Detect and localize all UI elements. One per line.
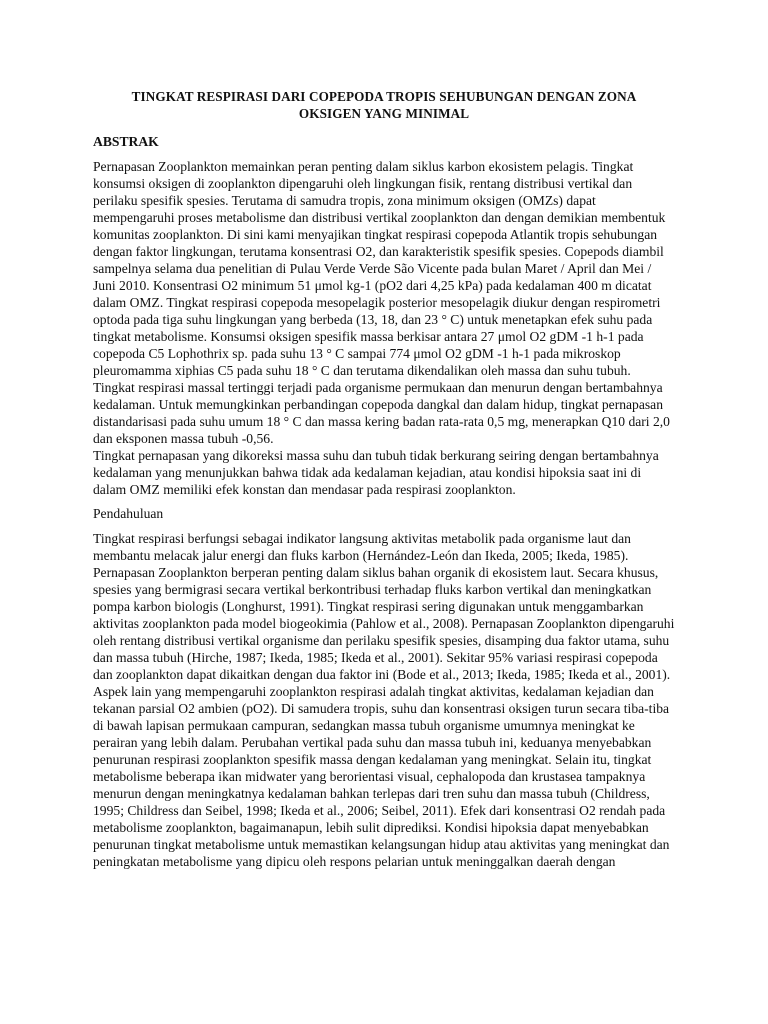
title-line-2: OKSIGEN YANG MINIMAL	[298, 106, 470, 121]
document-title	[93, 88, 675, 122]
abstract-paragraph-2: Tingkat pernapasan yang dikoreksi massa suhu dan tubuh tidak berkurang seiring dengan bertambahnya kedalaman yang menunjukkan bahwa tidak ada kedalaman kejadian, atau kondisi hipoksia saat ini di dalam OMZ memiliki efek konstan dan mendasar pada respirasi zooplankton.	[93, 448, 659, 497]
document-page	[93, 88, 675, 870]
abstract-paragraph-1: Pernapasan Zooplankton memainkan peran penting dalam siklus karbon ekosistem pelagis. Tingkat konsumsi oksigen di zooplankton dipengaruhi oleh lingkungan fisik, rentang distribusi vertikal dan perilaku spesifik spesies. Terutama di samudra tropis, zona minimum oksigen (OMZs) dapat mempengaruhi proses metabolisme dan distribusi vertikal zooplankton dan dengan demikian membentuk komunitas zooplankton. Di sini kami menyajikan tingkat respirasi copepoda Atlantik tropis sehubungan dengan faktor lingkungan, terutama konsentrasi O2, dan karakteristik spesifik spesies. Copepods diambil sampelnya selama dua penelitian di Pulau Verde Verde São Vicente pada bulan Maret / April dan Mei / Juni 2010. Konsentrasi O2 minimum 51 μmol kg-1 (pO2 dari 4,25 kPa) pada kedalaman 400 m dicatat dalam OMZ. Tingkat respirasi copepoda mesopelagik posterior mesopelagik diukur dengan respirometri optoda pada tiga suhu lingkungan yang berbeda (13, 18, dan 23 ° C) untuk menetapkan efek suhu pada tingkat metabolisme. Konsumsi oksigen spesifik massa berkisar antara 27 μmol O2 gDM -1 h-1 pada copepoda C5 Lophothrix sp. pada suhu 13 ° C sampai 774 μmol O2 gDM -1 h-1 pada mikroskop pleuromamma xiphias C5 pada suhu 18 ° C dan terutama dikendalikan oleh massa dan suhu tubuh. Tingkat respirasi massal tertinggi terjadi pada organisme permukaan dan menurun dengan bertambahnya kedalaman. Untuk memungkinkan perbandingan copepoda dangkal dan dalam hidup, tingkat pernapasan distandarisasi pada suhu umum 18 ° C dan massa kering badan rata-rata 0,5 mg, menerapkan Q10 dari 2,0 dan eksponen massa tubuh -0,56.	[93, 159, 670, 446]
introduction-heading: Pendahuluan	[93, 506, 164, 521]
abstract-heading: ABSTRAK	[93, 134, 159, 149]
section-spacer	[93, 498, 675, 505]
introduction-paragraph-1: Tingkat respirasi berfungsi sebagai indikator langsung aktivitas metabolik pada organisme laut dan membantu melacak jalur energi dan fluks karbon (Hernández-León dan Ikeda, 2005; Ikeda, 1985). Pernapasan Zooplankton berperan penting dalam siklus bahan organik di ekosistem laut. Secara khusus, spesies yang bermigrasi secara vertikal berkontribusi terhadap fluks karbon vertikal dan meningkatkan pompa karbon biologis (Longhurst, 1991). Tingkat respirasi sering digunakan untuk menggambarkan aktivitas zooplankton pada model biogeokimia (Pahlow et al., 2008). Pernapasan Zooplankton dipengaruhi oleh rentang distribusi vertikal organisme dan perilaku spesifik spesies, disamping dua faktor utama, suhu dan massa tubuh (Hirche, 1987; Ikeda, 1985; Ikeda et al., 2001). Sekitar 95% variasi respirasi copepoda dan zooplankton dapat dikaitkan dengan dua faktor ini (Bode et al., 2013; Ikeda, 1985; Ikeda et al., 2001). Aspek lain yang mempengaruhi zooplankton respirasi adalah tingkat aktivitas, kedalaman kejadian dan tekanan parsial O2 ambien (pO2). Di samudera tropis, suhu dan konsentrasi oksigen turun secara tiba-tiba di bawah lapisan permukaan campuran, sedangkan massa tubuh organisme umumnya meningkat ke perairan yang lebih dalam. Perubahan vertikal pada suhu dan massa tubuh ini, keduanya menyebabkan penurunan respirasi zooplankton spesifik massa dengan kedalaman yang meningkat. Selain itu, tingkat metabolisme beberapa ikan midwater yang berorientasi visual, cephalopoda dan krustasea tampaknya menurun dengan meningkatnya kedalaman bahkan terlepas dari tren suhu dan massa tubuh (Childress, 1995; Childress dan Seibel, 1998; Ikeda et al., 2006; Seibel, 2011). Efek dari konsentrasi O2 rendah pada metabolisme zooplankton, bagaimanapun, lebih sulit diprediksi. Kondisi hipoksia dapat menyebabkan penurunan tingkat metabolisme untuk memastikan kelangsungan hidup atau aktivitas yang meningkat dan peningkatan metabolisme yang dipicu oleh respons pelarian untuk meninggalkan daerah dengan	[93, 531, 675, 869]
title-line-1: TINGKAT RESPIRASI DARI COPEPODA TROPIS SEHUBUNGAN DENGAN ZONA	[131, 89, 637, 104]
